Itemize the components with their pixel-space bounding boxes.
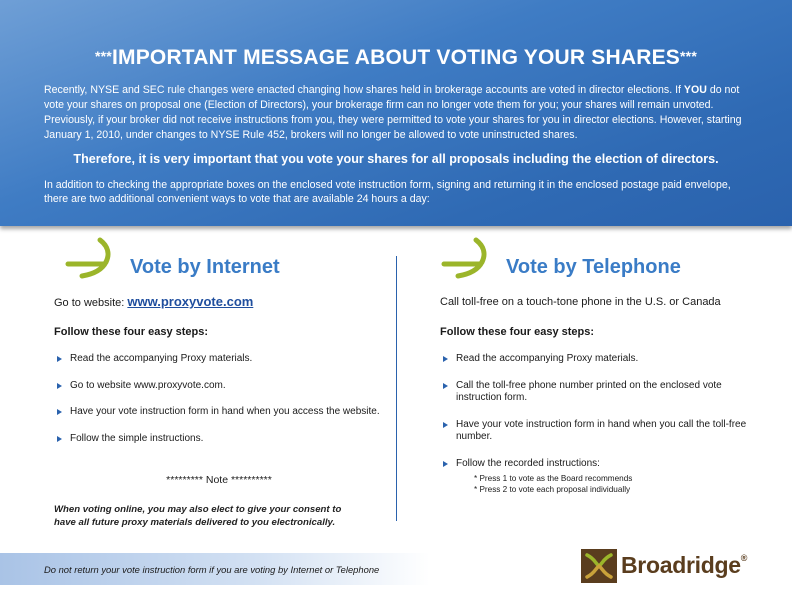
telephone-title: Vote by Telephone [506,256,681,278]
emphasis-statement: Therefore, it is very important that you vote your shares for all proposals including the election of directors. [73,152,719,166]
telephone-steps-heading: Follow these four easy steps: [440,326,595,338]
list-item: Follow the simple instructions. [54,433,384,446]
additional-ways-paragraph: In addition to checking the appropriate boxes on the enclosed vote instruction form, signing and returning it in the enclosed postage paid envelope, there are two additional convenient ways to vote that are available 24 hours a day: [44,179,731,205]
arrow-icon [440,236,498,286]
internet-steps [54,353,384,459]
page-title: ***IMPORTANT MESSAGE ABOUT VOTING YOUR SHARES*** [95,46,697,69]
recorded-instructions [474,473,760,495]
footer-warning: Do not return your vote instruction form if you are voting by Internet or Telephone [44,564,380,575]
telephone-steps [440,353,760,509]
list-item: Have your vote instruction form in hand when you access the website. [54,406,384,419]
sub-list-item: * Press 1 to vote as the Board recommends [474,474,633,483]
note-heading: ********* Note ********** [166,474,272,486]
list-item: Have your vote instruction form in hand when you call the toll-free number. [440,419,760,444]
sub-list-item: * Press 2 to vote each proposal individually [474,485,631,494]
consent-note: When voting online, you may also elect to give your consent to have all future proxy materials delivered to you electronically. [54,504,342,528]
intro-paragraph: Recently, NYSE and SEC rule changes were enacted changing how shares held in brokerage accounts are voted in director elections. If YOU do not vote your shares on proposal one (Election of Directors), your brokerage firm can no longer vote them for you; your shares will remain unvoted. Previously, if your broker did not receive instructions from you, they were permitted to vote your shares for you in director elections. However, starting January 1, 2010, under changes to NYSE Rule 452, brokers will no longer be allowed to vote uninstructed shares. [44,84,742,141]
list-item: Read the accompanying Proxy materials. [440,353,760,366]
proxyvote-link[interactable]: www.proxyvote.com [127,294,254,309]
list-item: Call the toll-free phone number printed on the enclosed vote instruction form. [440,380,760,405]
internet-title: Vote by Internet [130,256,280,278]
broadridge-logo-text: Broadridge® [621,552,748,578]
column-divider [396,256,397,521]
list-item: Read the accompanying Proxy materials. [54,353,384,366]
arrow-icon [64,236,122,286]
header-banner [0,0,792,226]
internet-steps-heading: Follow these four easy steps: [54,326,209,338]
telephone-lead: Call toll-free on a touch-tone phone in the U.S. or Canada [440,296,721,308]
list-item: Go to website www.proxyvote.com. [54,380,384,393]
list-item: Follow the recorded instructions: * Press 1 to vote as the Board recommends * Press 2 to vote each proposal individually [440,458,760,496]
broadridge-logo-icon [581,549,617,583]
internet-lead: Go to website: www.proxyvote.com [54,294,254,309]
